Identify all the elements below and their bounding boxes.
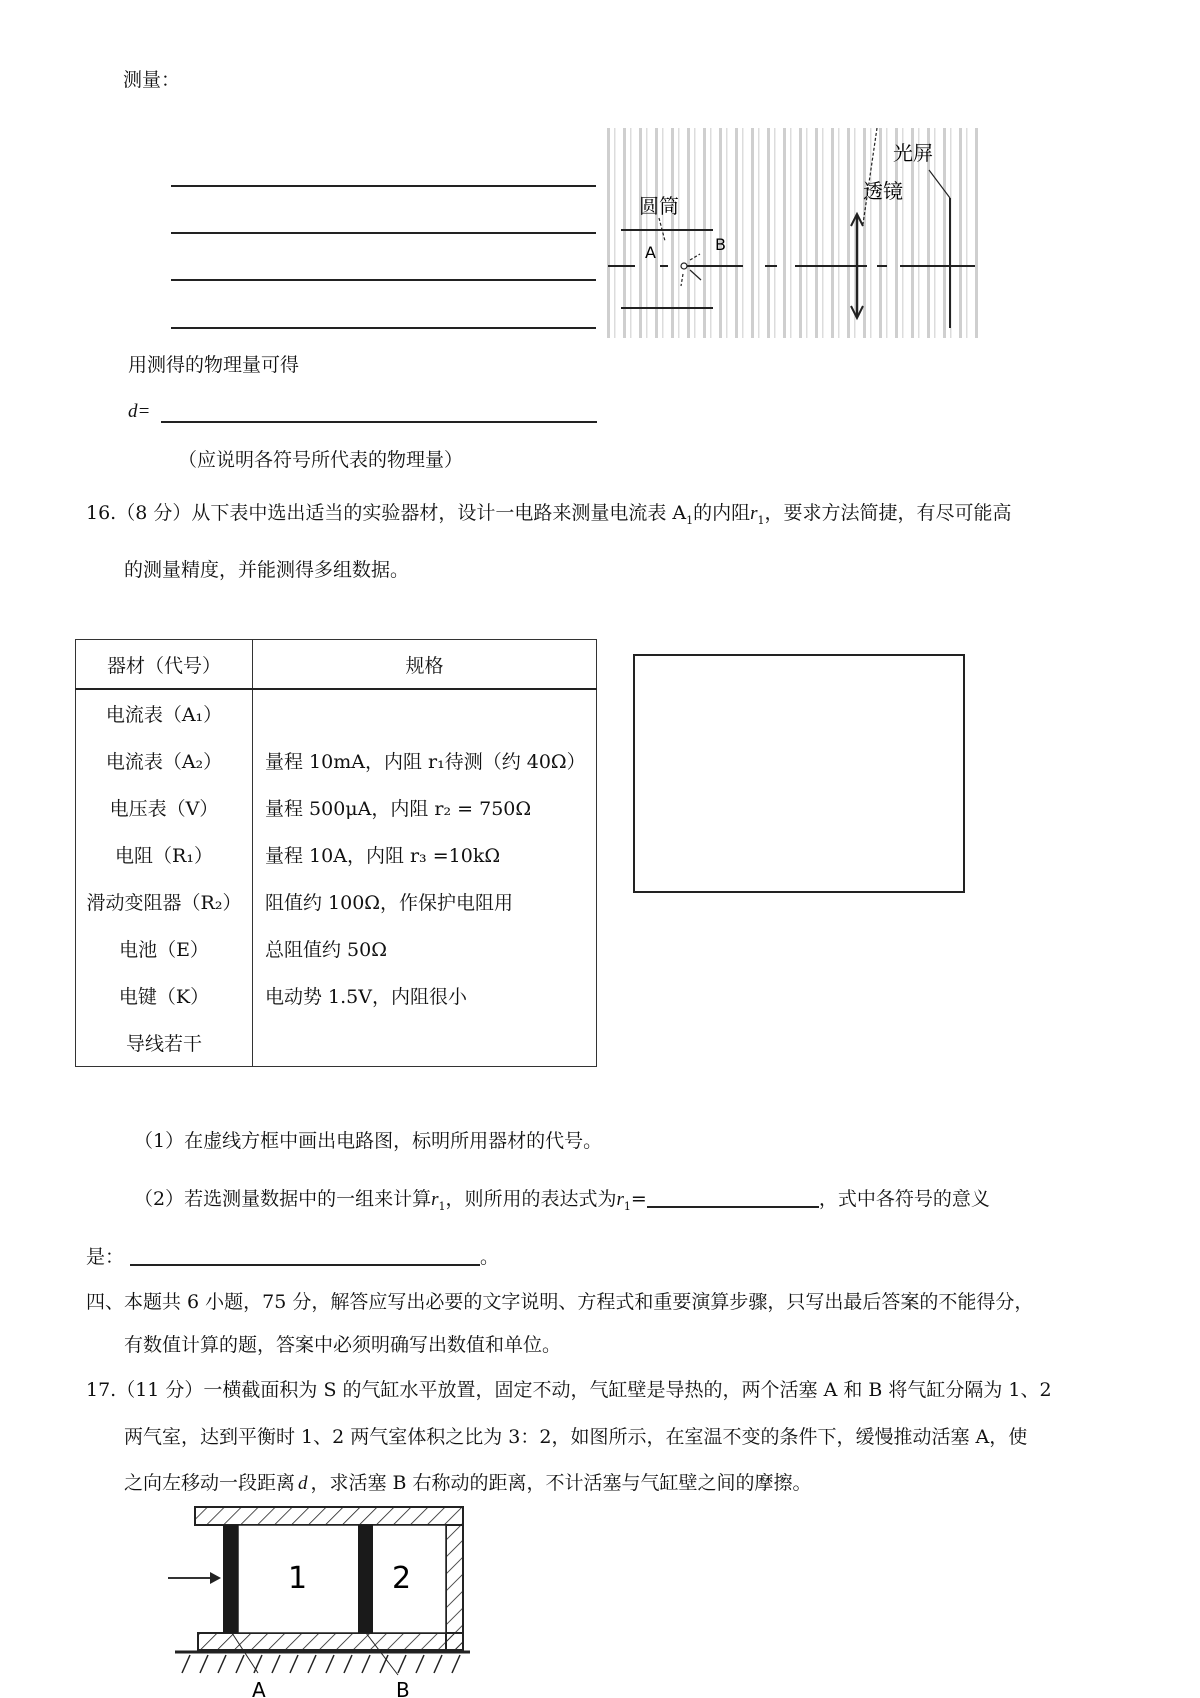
spec-cell: 量程 500μA，内阻 r₂ = 750Ω bbox=[253, 784, 597, 831]
arrow-head-icon bbox=[210, 1572, 221, 1584]
item-cell: 电压表（V） bbox=[76, 784, 253, 831]
spec-cell: 量程 10A，内阻 r₃ =10kΩ bbox=[253, 831, 597, 878]
q16-line1: 16.（8 分）从下表中选出适当的实验器材，设计一电路来测量电流表 $A_1$的内阻$r_1$，要求方法简捷，有尽可能高 bbox=[86, 502, 1012, 527]
q16-line2: 的测量精度，并能测得多组数据。 bbox=[124, 559, 410, 581]
table-row bbox=[76, 784, 597, 831]
item-cell: 电流表（A₂） bbox=[76, 737, 253, 784]
spec-cell: 总阻值约 50Ω bbox=[253, 925, 597, 972]
table-header-row bbox=[76, 640, 597, 690]
equipment-table bbox=[75, 639, 597, 1067]
piston-a bbox=[223, 1525, 238, 1633]
cylinder-piston-diagram bbox=[160, 1503, 470, 1698]
point-b-label: B bbox=[715, 235, 726, 254]
answer-line-4[interactable] bbox=[171, 327, 596, 329]
table-row bbox=[76, 1019, 597, 1067]
spec-cell bbox=[253, 689, 597, 737]
header-item: 器材（代号） bbox=[76, 640, 253, 690]
item-cell: 电阻（R₁） bbox=[76, 831, 253, 878]
q16-sub2-line2: 是： 。 bbox=[86, 1246, 500, 1268]
circuit-drawing-box[interactable] bbox=[633, 654, 965, 893]
table-row bbox=[76, 689, 597, 737]
piston-b bbox=[358, 1525, 373, 1633]
answer-line-1[interactable] bbox=[171, 185, 596, 187]
item-cell: 电流表（A₁） bbox=[76, 689, 253, 737]
section4-line2: 有数值计算的题，答案中必须明确写出数值和单位。 bbox=[124, 1334, 562, 1356]
symbol-meaning-blank[interactable] bbox=[130, 1246, 480, 1266]
point-a-label: A bbox=[645, 243, 656, 262]
table-row bbox=[76, 737, 597, 784]
q17-line2: 两气室，达到平衡时 1、2 两气室体积之比为 3：2，如图所示，在室温不变的条件下，缓慢推动活塞 A，使 bbox=[124, 1426, 1028, 1448]
spec-cell: 量程 10mA，内阻 r₁待测（约 40Ω） bbox=[253, 737, 597, 784]
item-cell: 滑动变阻器（R₂） bbox=[76, 878, 253, 925]
q16-sub1: （1）在虚线方框中画出电路图，标明所用器材的代号。 bbox=[134, 1130, 603, 1152]
screen-label: 光屏 bbox=[893, 141, 933, 165]
result-label: 用测得的物理量可得 bbox=[128, 354, 300, 376]
table-row bbox=[76, 972, 597, 1019]
piston-a-label: A bbox=[252, 1678, 266, 1698]
ground-hatch bbox=[182, 1655, 460, 1673]
answer-line-3[interactable] bbox=[171, 279, 596, 281]
section4-line1: 四、本题共 6 小题，75 分，解答应写出必要的文字说明、方程式和重要演算步骤，只写出最后答案的不能得分， bbox=[86, 1291, 1034, 1313]
spec-cell: 阻值约 100Ω，作保护电阻用 bbox=[253, 878, 597, 925]
item-cell: 电池（E） bbox=[76, 925, 253, 972]
d-label: d= bbox=[128, 401, 151, 422]
top-wall bbox=[195, 1507, 463, 1525]
item-cell: 导线若干 bbox=[76, 1019, 253, 1067]
q17-line1: 17.（11 分）一横截面积为 S 的气缸水平放置，固定不动，气缸壁是导热的，两个活塞 A 和 B 将气缸分隔为 1、2 bbox=[86, 1379, 1052, 1401]
item-cell: 电键（K） bbox=[76, 972, 253, 1019]
q17-line3: 之向左移动一段距离 d ，求活塞 B 右称动的距离，不计活塞与气缸壁之间的摩擦。 bbox=[124, 1472, 812, 1494]
table-row bbox=[76, 831, 597, 878]
answer-line-2[interactable] bbox=[171, 232, 596, 234]
lens-label: 透镜 bbox=[863, 179, 903, 203]
table-row bbox=[76, 878, 597, 925]
r1-expression-blank[interactable] bbox=[647, 1188, 819, 1208]
chamber-1-label: 1 bbox=[288, 1561, 308, 1596]
chamber-2-label: 2 bbox=[392, 1561, 412, 1596]
table-row bbox=[76, 925, 597, 972]
spec-cell bbox=[253, 1019, 597, 1067]
cylinder-label: 圆筒 bbox=[639, 194, 679, 218]
spec-cell: 电动势 1.5V，内阻很小 bbox=[253, 972, 597, 1019]
chamber-interior bbox=[238, 1525, 446, 1633]
optics-diagram bbox=[605, 128, 980, 338]
piston-b-label: B bbox=[396, 1678, 410, 1698]
header-spec: 规格 bbox=[253, 640, 597, 690]
light-source-icon bbox=[681, 263, 687, 269]
d-answer-line[interactable] bbox=[161, 421, 597, 423]
q16-sub2: （2）若选测量数据中的一组来计算$r_1$，则所用的表达式为$r_1=$ ，式中各符号的意义 bbox=[134, 1188, 990, 1213]
measure-label: 测量： bbox=[123, 69, 181, 91]
note-text: （应说明各符号所代表的物理量） bbox=[178, 449, 464, 471]
